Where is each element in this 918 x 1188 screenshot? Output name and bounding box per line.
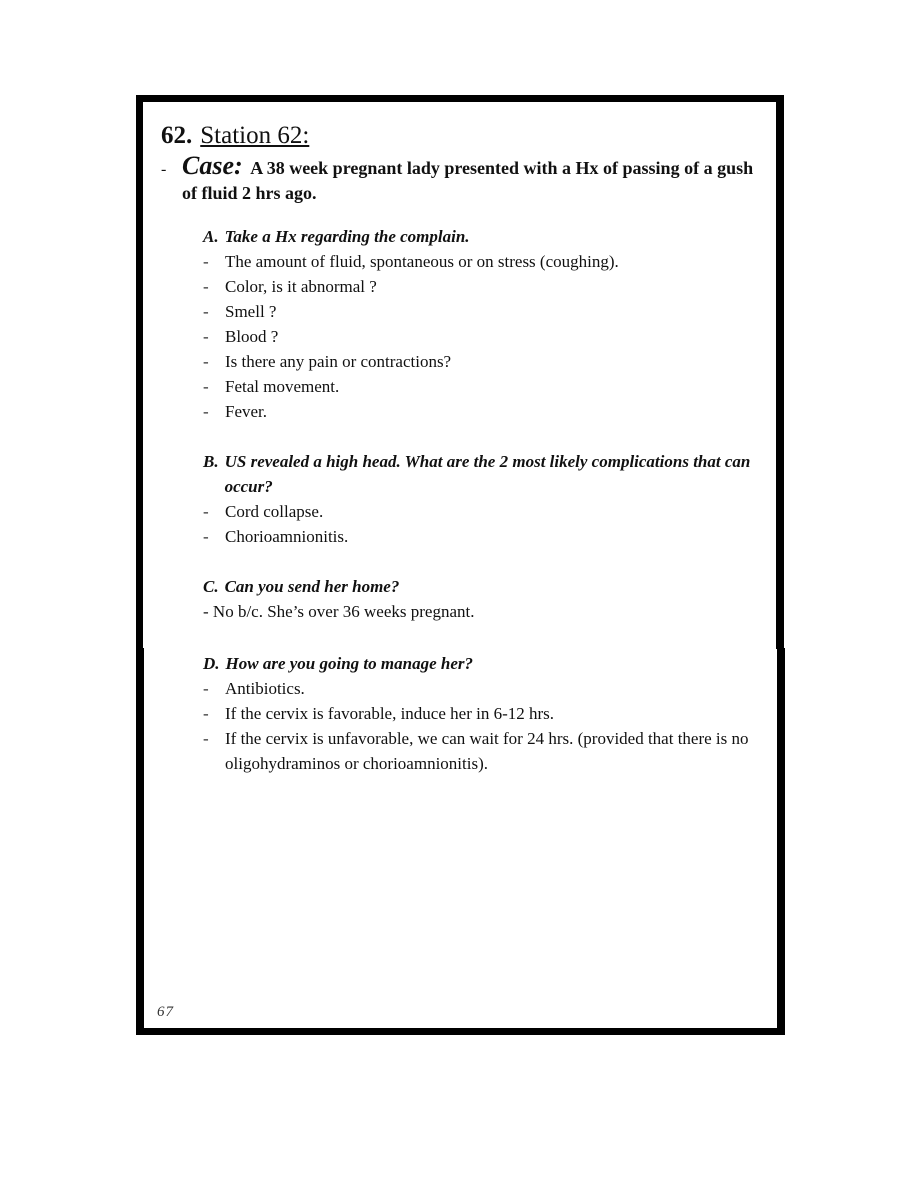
list-dash: - [203,327,209,346]
question-text: Can you send her home? [224,577,400,596]
list-item-text: Cord collapse. [225,502,324,521]
answer-text: - No b/c. She’s over 36 weeks pregnant. [203,602,475,621]
list-item-text: If the cervix is unfavorable, we can wait for 24 hrs. (provided that there is no oligohydraminos or chorioamnionitis). [225,729,749,773]
list-item-text: Fetal movement. [225,377,340,396]
list-item [203,349,763,374]
question-a [203,224,763,249]
list-dash: - [203,704,209,723]
list-item [203,299,763,324]
list-dash: - [203,277,209,296]
list-item-text: The amount of fluid, spontaneous or on stress (coughing). [225,252,619,271]
border-right-upper [776,95,784,649]
list-item-text: Antibiotics. [225,679,305,698]
section-c [203,574,763,624]
section-b [203,449,763,549]
list-item [203,726,763,776]
question-b [203,449,763,499]
question-letter: A. [203,227,219,246]
question-text: How are you going to manage her? [225,654,473,673]
section-a [203,224,763,424]
case-label: Case: [182,151,243,180]
list-item-text: Is there any pain or contractions? [225,352,452,371]
question-letter: D. [203,654,220,673]
list-item [203,374,763,399]
border-left-upper [136,95,143,649]
list-item-text: If the cervix is favorable, induce her in 6-12 hrs. [225,704,555,723]
list-item [203,499,763,524]
list-item [203,399,763,424]
question-d [203,651,763,676]
list-dash: - [203,402,209,421]
question-letter: C. [203,577,219,596]
list-dash: - [203,527,209,546]
case-description [182,153,762,206]
list-item [203,249,763,274]
question-c [203,574,763,599]
list-dash: - [203,377,209,396]
list-item [203,524,763,549]
border-right-lower [777,648,785,1035]
list-dash: - [203,679,209,698]
case-dash: - [161,161,167,178]
case-text: A 38 week pregnant lady presented with a Hx of passing of a gush of fluid 2 hrs ago. [182,158,754,203]
list-dash: - [203,729,209,748]
list-dash: - [203,502,209,521]
list-item-text: Chorioamnionitis. [225,527,349,546]
question-text: US revealed a high head. What are the 2 most likely complications that can occur? [224,452,751,496]
list-dash: - [203,352,209,371]
section-d [203,651,763,776]
list-dash: - [203,302,209,321]
station-number: 62. [161,122,193,149]
station-heading [161,120,309,152]
question-text: Take a Hx regarding the complain. [224,227,470,246]
question-letter: B. [203,452,219,471]
list-item [203,324,763,349]
border-left-lower [136,648,144,1035]
list-item [203,274,763,299]
station-title: Station 62: [200,122,310,149]
list-item-text: Blood ? [225,327,279,346]
page-number: 67 [157,1004,174,1020]
list-item-text: Color, is it abnormal ? [225,277,377,296]
list-item-text: Smell ? [225,302,277,321]
list-item [203,676,763,701]
list-item [203,701,763,726]
list-dash: - [203,252,209,271]
list-item-text: Fever. [225,402,268,421]
